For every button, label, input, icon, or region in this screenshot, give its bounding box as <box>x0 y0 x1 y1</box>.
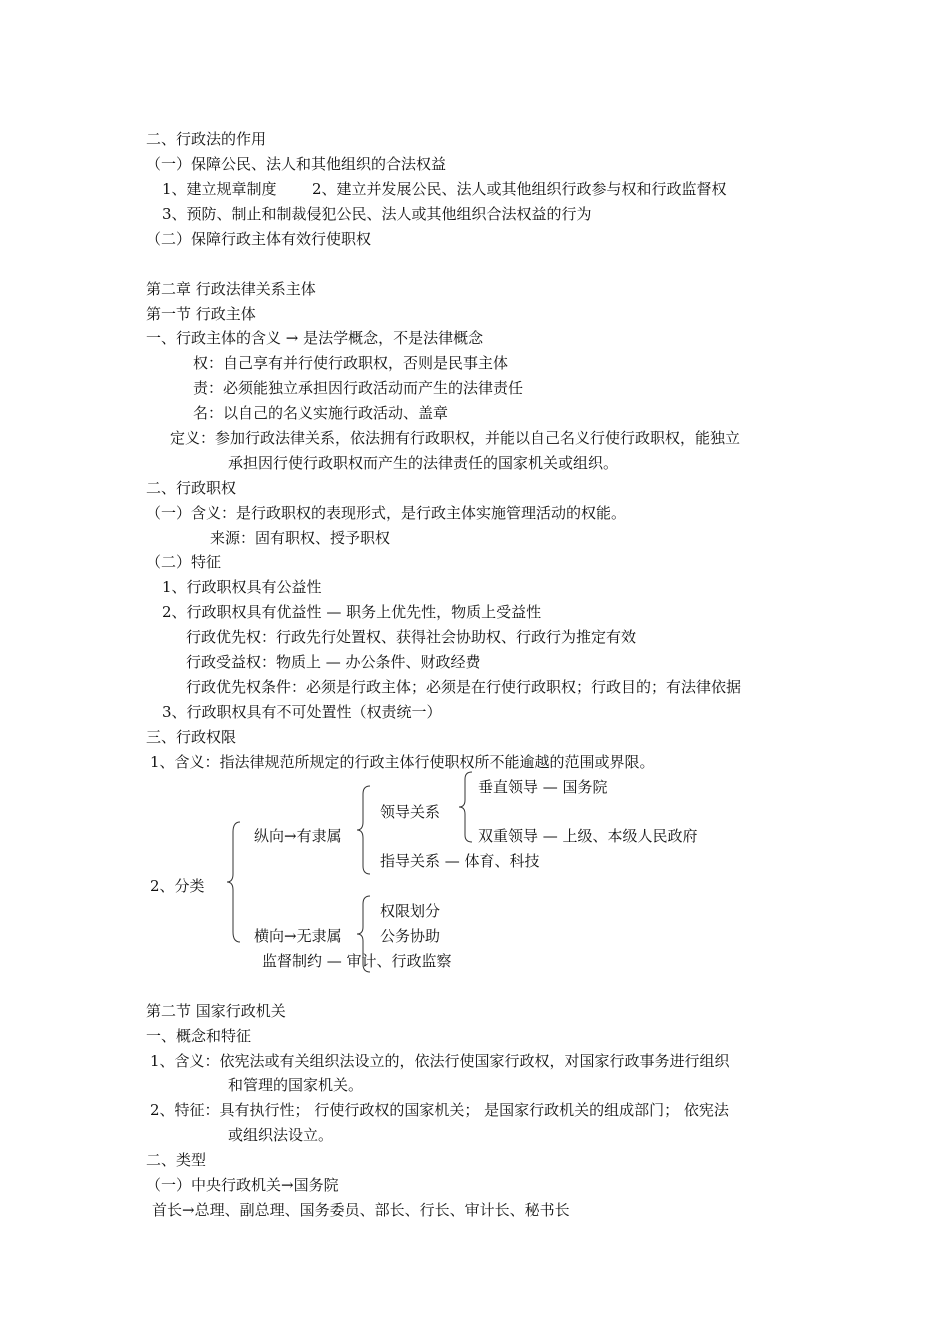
tree-leaf: 指导关系 — 体育、科技 <box>380 852 540 870</box>
list-item: 2、特征：具有执行性； 行使行政权的国家机关； 是国家行政机关的组成部门； 依宪法 <box>150 1101 729 1119</box>
section-heading: 二、行政法的作用 <box>146 130 267 148</box>
definition-line: 承担因行使行政职权而产生的法律责任的国家机关或组织。 <box>228 454 619 472</box>
list-item: 2、行政职权具有优益性 — 职务上优先性，物质上受益性 <box>162 603 542 621</box>
list-item: 1、含义：依宪法或有关组织法设立的，依法行使国家行政权，对国家行政事务进行组织 <box>150 1052 730 1070</box>
list-item: 1、行政职权具有公益性 <box>162 578 322 596</box>
tree-leaf: 监督制约 — 审计、行政监察 <box>262 952 452 970</box>
list-item: 来源：固有职权、授予职权 <box>210 529 391 547</box>
section-heading: 一、行政主体的含义 → 是法学概念，不是法律概念 <box>146 329 484 347</box>
subheading: （二）保障行政主体有效行使职权 <box>146 230 372 248</box>
list-item: 和管理的国家机关。 <box>228 1076 364 1094</box>
list-item: 1、含义：指法律规范所规定的行政主体行使职权所不能逾越的范围或界限。 <box>150 753 655 771</box>
tree-node: 横向→无隶属 <box>254 927 342 945</box>
subheading: （一）含义：是行政职权的表现形式，是行政主体实施管理活动的权能。 <box>146 504 627 522</box>
list-item: 责：必须能独立承担因行政活动而产生的法律责任 <box>193 379 524 397</box>
tree-leaf: 权限划分 <box>380 902 441 920</box>
tree-leaf: 双重领导 — 上级、本级人民政府 <box>478 827 698 845</box>
brace-lead <box>458 770 474 844</box>
section-title: 第二节 国家行政机关 <box>146 1002 286 1020</box>
tree-root: 2、分类 <box>150 877 205 895</box>
brace-horizontal <box>356 894 372 974</box>
chapter-title: 第二章 行政法律关系主体 <box>146 280 316 298</box>
list-item: 首长→总理、副总理、国务委员、部长、行长、审计长、秘书长 <box>152 1201 570 1219</box>
subheading: （二）特征 <box>146 553 222 571</box>
subheading: （一）保障公民、法人和其他组织的合法权益 <box>146 155 447 173</box>
list-item: 行政优先权条件：必须是行政主体；必须是在行使行政职权；行政目的；有法律依据 <box>186 678 742 696</box>
section-heading: 二、类型 <box>146 1151 207 1169</box>
list-item: 3、预防、制止和制裁侵犯公民、法人或其他组织合法权益的行为 <box>162 205 592 223</box>
definition-line: 定义：参加行政法律关系，依法拥有行政职权，并能以自己名义行使行政职权，能独立 <box>170 429 741 447</box>
brace-vertical <box>356 784 372 876</box>
brace-root <box>226 820 242 944</box>
tree-leaf: 垂直领导 — 国务院 <box>478 778 608 796</box>
list-item: 名：以自己的名义实施行政活动、盖章 <box>193 404 449 422</box>
tree-node: 领导关系 <box>380 803 441 821</box>
list-item: 或组织法设立。 <box>228 1126 334 1144</box>
list-item: 行政优先权：行政先行处置权、获得社会协助权、行政行为推定有效 <box>186 628 637 646</box>
list-item: 1、建立规章制度 <box>162 180 277 198</box>
list-item: 2、建立并发展公民、法人或其他组织行政参与权和行政监督权 <box>312 180 727 198</box>
list-item: 3、行政职权具有不可处置性（权责统一） <box>162 703 442 721</box>
list-item: 行政受益权：物质上 — 办公条件、财政经费 <box>186 653 481 671</box>
section-heading: 二、行政职权 <box>146 479 237 497</box>
subheading: （一）中央行政机关→国务院 <box>146 1176 339 1194</box>
list-item: 权：自己享有并行使行政职权，否则是民事主体 <box>193 354 509 372</box>
section-heading: 一、概念和特征 <box>146 1027 252 1045</box>
tree-node: 纵向→有隶属 <box>254 827 342 845</box>
tree-leaf: 公务协助 <box>380 927 441 945</box>
section-title: 第一节 行政主体 <box>146 305 256 323</box>
section-heading: 三、行政权限 <box>146 728 237 746</box>
